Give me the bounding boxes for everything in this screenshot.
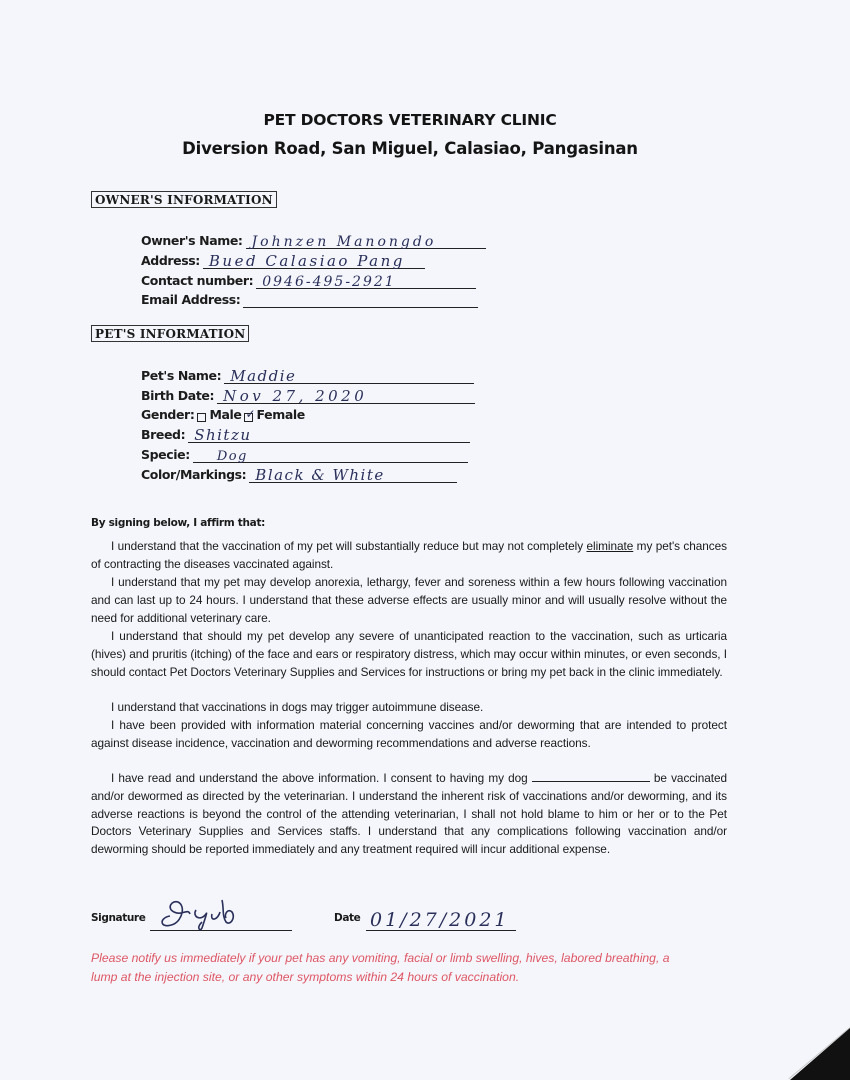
pet-specie-label: Specie: <box>141 447 190 462</box>
affirmation-p1-text: I understand that the vaccination of my pet will substantially reduce but may not completely <box>111 539 584 553</box>
checkmark-icon: ✓ <box>245 407 256 421</box>
affirmation-paragraph-2: I understand that my pet may develop anorexia, lethargy, fever and soreness within a few hours following vaccination and can last up to 24 hours. I understand that these adverse effects are usually minor and will usually resolve without the need for additional veterinary care. <box>91 575 727 625</box>
clinic-address: Diversion Road, San Miguel, Calasiao, Pangasinan <box>182 139 638 158</box>
owner-contact-value: 0946-495-2921 <box>262 274 396 290</box>
clinic-name: PET DOCTORS VETERINARY CLINIC <box>263 111 557 129</box>
affirmation-p6-text-end: be vaccinated and/or dewormed as directed by the veterinarian. I understand the inherent risk of vaccinations and/or deworming, and its adverse reactions is beyond the control of the attending veterinarian, I shall not hold blame to him or her or to the Pet Doctors Veterinary Supplies and Services staffs. I understand that any complications following vaccination and/or deworming should be reported immediately and any treatment required will incur additional expense. <box>91 771 727 857</box>
owner-address-line[interactable] <box>203 251 425 269</box>
pet-specie-field <box>141 445 468 463</box>
affirmation-paragraph-5: I have been provided with information material concerning vaccines and/or deworming that are intended to protect against disease incidence, vaccination and deworming recommendations and adverse reactions. <box>91 718 727 750</box>
signature-line[interactable] <box>150 916 292 931</box>
owner-contact-line[interactable] <box>256 271 476 289</box>
gender-male-label: Male <box>209 407 242 422</box>
owner-name-value: Johnzen Manongdo <box>251 234 437 250</box>
affirmation-heading: By signing below, I affirm that: <box>91 517 266 529</box>
affirmation-p6-text: I have read and understand the above information. I consent to having my dog <box>111 771 528 785</box>
date-value: 01/27/2021 <box>370 909 510 931</box>
gender-female-label: Female <box>256 407 305 422</box>
owner-contact-label: Contact number: <box>141 273 254 288</box>
pet-name-line[interactable] <box>224 366 474 384</box>
date-row <box>334 908 360 932</box>
pet-gender-field <box>141 405 305 423</box>
pet-color-field <box>141 465 457 483</box>
dog-name-blank[interactable] <box>532 771 650 782</box>
post-vaccination-notice: Please notify us immediately if your pet has any vomiting, facial or limb swelling, hives, labored breathing, a lump at the injection site, or any other symptoms within 24 hours of vaccination. <box>91 951 670 984</box>
pet-birth-value: Nov 27, 2020 <box>223 387 368 405</box>
pet-birth-line[interactable] <box>217 386 475 404</box>
pet-specie-value: Dog <box>216 449 248 464</box>
pet-breed-value: Shitzu <box>194 426 252 444</box>
affirmation-p1-text-end: my pet's chances of contracting the diseases vaccinated against. <box>91 539 727 571</box>
pet-color-line[interactable] <box>249 465 457 483</box>
scan-corner-shadow <box>790 1028 850 1080</box>
affirmation-paragraph-4: I understand that vaccinations in dogs may trigger autoimmune disease. <box>111 700 484 714</box>
pet-color-label: Color/Markings: <box>141 467 247 482</box>
pet-birth-field <box>141 386 475 404</box>
signature-scribble-icon <box>152 892 272 932</box>
pet-name-field <box>141 366 474 384</box>
date-label: Date <box>334 912 361 924</box>
gender-female-checkbox[interactable] <box>244 407 256 422</box>
owner-address-field <box>141 251 425 269</box>
owner-name-label: Owner's Name: <box>141 233 243 248</box>
gender-male-checkbox[interactable] <box>197 413 206 422</box>
owner-email-field <box>141 290 478 308</box>
pet-name-label: Pet's Name: <box>141 368 222 383</box>
owner-email-line[interactable] <box>243 290 478 308</box>
affirmation-paragraph-1 <box>91 538 727 574</box>
owner-address-label: Address: <box>141 253 200 268</box>
pet-section-title: PET'S INFORMATION <box>91 325 249 342</box>
owner-name-line[interactable] <box>246 231 486 249</box>
affirmation-p1-underlined: eliminate <box>586 539 634 553</box>
pet-specie-line[interactable] <box>193 445 468 463</box>
pet-birth-label: Birth Date: <box>141 388 215 403</box>
owner-email-label: Email Address: <box>141 292 241 307</box>
owner-address-value: Bued Calasiao Pang <box>208 252 405 270</box>
signature-row <box>91 908 145 932</box>
pet-gender-label: Gender: <box>141 407 195 422</box>
pet-breed-label: Breed: <box>141 427 186 442</box>
pet-breed-line[interactable] <box>188 425 470 443</box>
owner-name-field <box>141 231 486 249</box>
signature-label: Signature <box>91 912 146 924</box>
date-line[interactable] <box>366 909 516 931</box>
affirmation-paragraph-6 <box>91 770 727 859</box>
pet-name-value: Maddie <box>230 367 297 385</box>
owner-section-title: OWNER'S INFORMATION <box>91 191 277 208</box>
pet-breed-field <box>141 425 470 443</box>
owner-contact-field <box>141 271 476 289</box>
affirmation-paragraph-3: I understand that should my pet develop any severe of unanticipated reaction to the vaccination, such as urticaria (hives) and pruritis (itching) of the face and ears or respiratory distress, which may occur within minutes, or even seconds, I should contact Pet Doctors Veterinary Supplies and Services for instructions or bring my pet back in the clinic immediately. <box>91 629 727 679</box>
pet-color-value: Black & White <box>255 466 385 484</box>
